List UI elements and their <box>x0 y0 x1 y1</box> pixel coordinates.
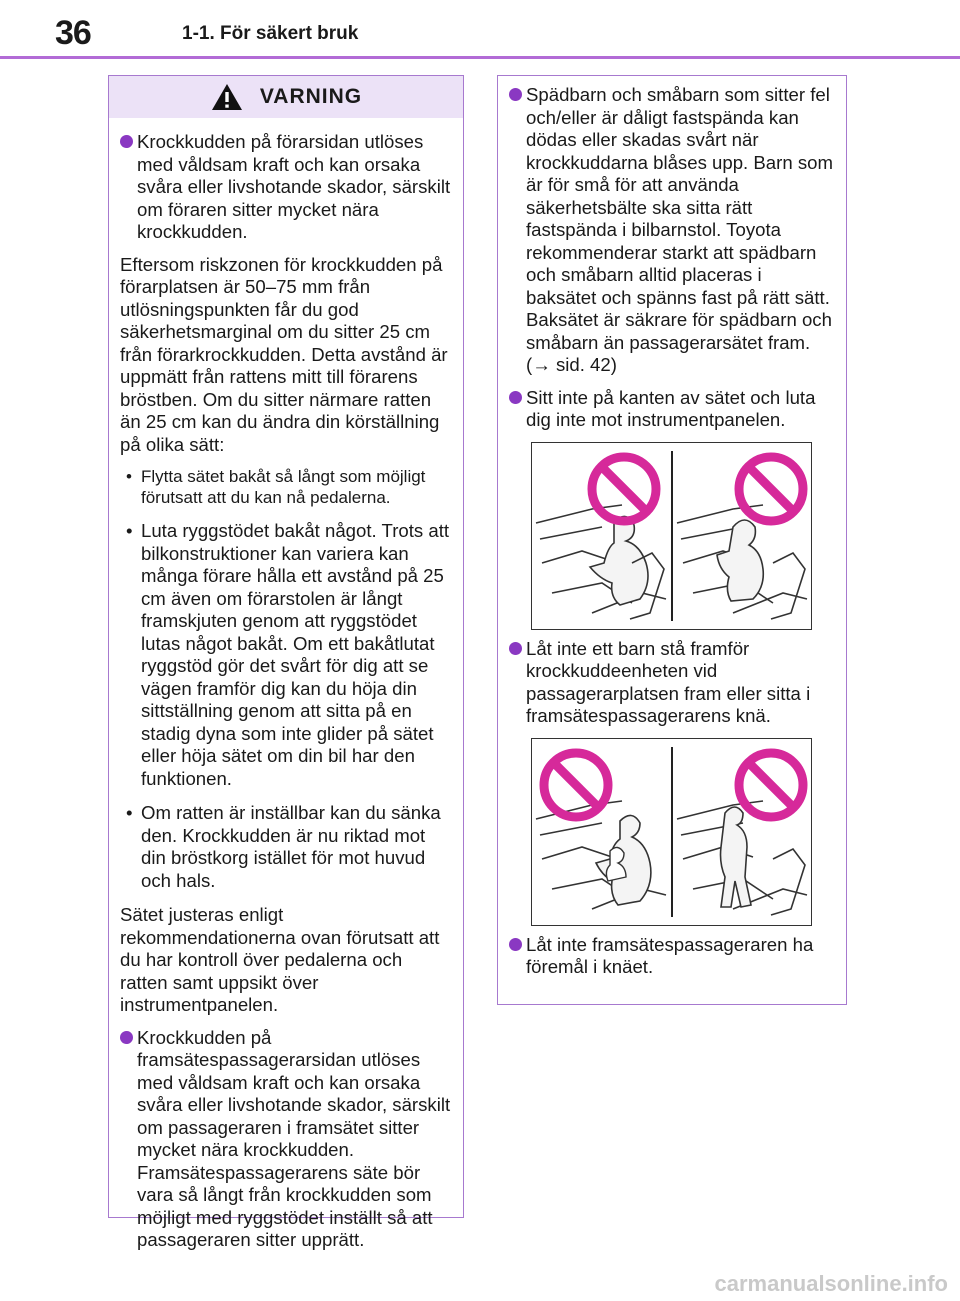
illustration-panel-left <box>532 443 671 629</box>
sub-bullet-icon: • <box>126 467 132 486</box>
illustration-panel-right <box>673 443 812 629</box>
bullet-dot-icon <box>509 88 522 101</box>
warning-distance-paragraph: Eftersom riskzonen för krockkudden på förarplatsen är 50–75 mm från utlösningspunkten får du god säkerhetsmarginal om du sitter 25 cm från förarkrockkudden. Detta avstånd är uppmätt från rattens mitt till förarens bröstben. Om du sitter närmare ratten än 25 cm kan du ändra din körställning på olika sätt: <box>120 253 448 455</box>
warning-bullet-passenger-airbag: Krockkudden på framsätespassagerarsidan utlöses med våldsam kraft och kan orsaka svåra eller livshotande skador, särskilt om passageraren i framsätet sitter mycket nära krockkudden. Framsätespassagerarens säte bör vara så långt från krockkudden som möjligt med ryggstödet inställt så att passageraren sitter upprätt. <box>137 1026 451 1250</box>
page-reference: (→ sid. 42) <box>526 354 617 375</box>
header-rule <box>0 56 960 59</box>
bullet-dot-icon <box>509 391 522 404</box>
illustration-panel-left <box>532 739 671 925</box>
warning-bullet-objects-lap: Låt inte framsätespassageraren ha föremål i knäet. <box>526 933 814 977</box>
section-title: 1-1. För säkert bruk <box>182 23 359 44</box>
warning-seat-paragraph: Sätet justeras enligt rekommendationerna ovan förutsatt att du har kontroll över pedalerna och ratten samt uppsikt över instrumentpanelen. <box>120 904 440 1015</box>
sub-bullet-icon: • <box>126 802 133 823</box>
warning-label: VARNING <box>259 85 363 108</box>
bullet-dot-icon <box>120 135 133 148</box>
warning-box-continued <box>497 75 847 1005</box>
bullet-dot-icon <box>509 938 522 951</box>
illustration-panel-right <box>673 739 812 925</box>
sub-item-recline: Luta ryggstödet bakåt något. Trots att bilkonstruktioner kan variera kan många förare hålla ett avstånd på 25 cm även om förarstolen är långt framskjuten genom att ryggstödet lutas något bakåt. Om ett bakåtlutat ryggstöd gör det svårt för dig att se vägen framför dig kan du höja din sittställning genom att sitta på en stadig dyna som inte glider på sätet eller höja sätet om din bil har den funktionen. <box>141 520 450 789</box>
sub-item-steering: Om ratten är inställbar kan du sänka den. Krockkudden är nu riktad mot din bröstkorg istället för mot huvud och hals. <box>141 802 441 891</box>
warning-bullet-child-standing: Låt inte ett barn stå framför krockkuddeenheten vid passagerarplatsen fram eller sitta i framsätespassagerarens knä. <box>526 637 811 726</box>
warning-bullet-children: Spädbarn och småbarn som sitter fel och/eller är dåligt fastspända kan dödas eller skadas svårt när krockkuddarna blåses upp. Barn som är för små för att använda säkerhetsbälte ska sitta rätt fastspända i bilbarnstol. Toyota rekommenderar starkt att spädbarn och småbarn alltid placeras i baksätet och spänns fast på rätt sätt. Baksätet är säkrare för spädbarn och småbarn än passagerarsätet fram. (→ sid. 42) <box>526 84 833 375</box>
watermark: carmanualsonline.info <box>714 1271 948 1296</box>
warning-bullet-driver-airbag: Krockkudden på förarsidan utlöses med våldsam kraft och kan orsaka svåra eller livshotande skador, särskilt om föraren sitter mycket nära krockkudden. <box>137 131 451 242</box>
warning-bullet-seat-edge: Sitt inte på kanten av sätet och luta dig inte mot instrumentpanelen. <box>526 386 816 430</box>
page-number: 36 <box>55 14 91 52</box>
warning-box <box>108 75 464 1250</box>
bullet-dot-icon <box>120 1031 133 1044</box>
bullet-dot-icon <box>509 642 522 655</box>
illustration-child-standing <box>531 738 812 926</box>
sub-bullet-icon: • <box>126 520 133 541</box>
sub-item-move-seat: Flytta sätet bakåt så långt som möjligt förutsatt att du kan nå pedalerna. <box>141 467 426 507</box>
warning-header <box>109 76 463 118</box>
illustration-seat-edge <box>531 442 812 630</box>
warning-triangle-icon <box>210 82 244 112</box>
